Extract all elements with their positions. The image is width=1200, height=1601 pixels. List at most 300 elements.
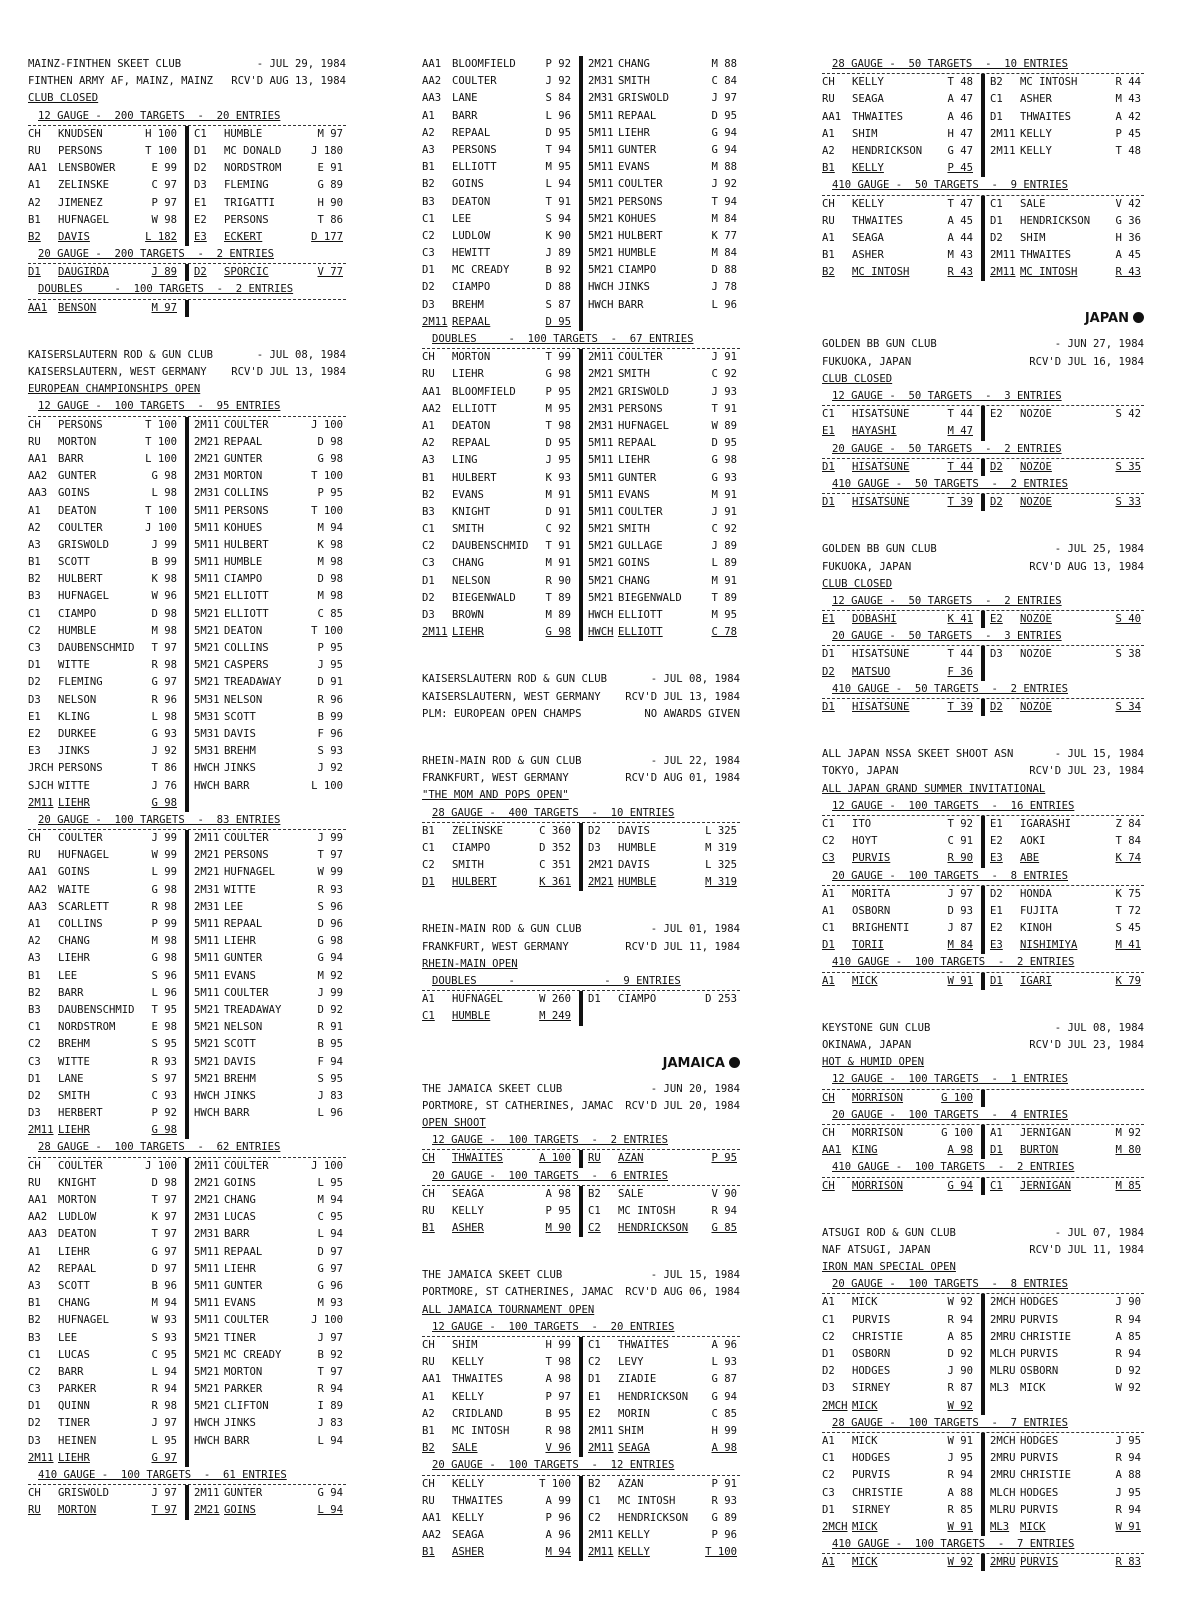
shooter-name: QUINN [58,1400,90,1413]
score: G 94 [711,143,737,156]
shooter-name: KNIGHT [58,1176,97,1189]
shooter-name: CIAMPO [58,607,97,620]
shooter-name: LUDLOW [452,229,491,242]
score: W 92 [1115,1382,1141,1395]
score: B 95 [317,1038,343,1051]
score: D 92 [947,1348,973,1360]
club-result-block [422,921,740,1025]
column-divider [185,692,189,709]
shooter-name: BARR [58,1365,84,1378]
result-entry [588,590,740,607]
class-code: C1 [28,1021,41,1034]
shooter-name: CASPERS [224,659,269,672]
shooter-name: HULBERT [58,573,103,586]
result-row [422,142,740,159]
result-entry [194,916,346,933]
header-right-text: - JUL 01, 1984 [650,923,740,936]
gauge-heading: 410 GAUGE - 100 TARGETS - 2 ENTRIES [822,954,1144,972]
shooter-name: WITTE [224,883,256,896]
column-divider [981,611,985,628]
result-row [28,950,346,967]
result-entry [990,1554,1144,1571]
result-entry [194,950,346,967]
result-entry [28,1433,180,1450]
class-code: 2M11 [588,1424,614,1437]
class-code: A1 [822,1296,835,1309]
header-right-text: RCV'D AUG 13, 1984 [231,75,346,88]
result-entry [990,1485,1144,1502]
result-entry [588,874,740,891]
result-entry [28,1485,180,1502]
score: T 97 [151,1504,177,1517]
result-row [422,1008,740,1025]
column-divider [579,314,583,331]
result-row [422,401,740,418]
column-divider [981,230,985,247]
class-code: RU [28,849,41,862]
score: T 97 [317,849,343,862]
header-left-text: FRANKFURT, WEST GERMANY [422,940,569,953]
club-header-line [422,770,740,787]
result-row [422,1406,740,1423]
result-entry [822,646,976,663]
class-code: D2 [422,591,435,604]
result-entry [28,1450,180,1467]
result-row [422,1544,740,1561]
score: J 97 [151,1417,177,1430]
shooter-name: CIAMPO [618,993,657,1006]
result-row [422,228,740,245]
result-row [28,1226,346,1243]
class-code: B2 [588,1187,601,1200]
shooter-name: ZELINSKE [58,179,110,192]
result-entry [28,1244,180,1261]
shooter-name: PERSONS [452,143,497,156]
column-divider [185,212,189,229]
result-entry [422,297,574,314]
shooter-name: LIEHR [452,626,484,639]
column-divider [579,142,583,159]
shooter-name: COULTER [618,505,663,518]
shooter-name: HODGES [1020,1434,1059,1447]
score: D 95 [545,437,571,450]
score: J 83 [317,1089,343,1102]
score: L 94 [317,1434,343,1447]
result-entry [194,126,346,143]
result-entry [28,847,180,864]
empty-entry [990,1090,1144,1107]
column-divider [579,1389,583,1406]
score: G 98 [151,1124,177,1137]
column-divider [185,1054,189,1071]
result-entry [28,1381,180,1398]
score: J 92 [545,75,571,88]
gauge-heading: 12 GAUGE - 100 TARGETS - 1 ENTRIES [822,1071,1144,1089]
score: D 96 [317,918,343,930]
class-code: D1 [822,1503,835,1516]
shooter-name: MORRISON [852,1091,904,1104]
results-column-middle [422,56,740,1591]
result-row [422,590,740,607]
shooter-name: HAYASHI [852,425,897,438]
shooter-name: PERSONS [58,762,103,775]
score: F 96 [317,727,343,740]
result-entry [422,1354,574,1371]
result-entry [28,657,180,674]
class-code: A2 [422,437,435,450]
class-code: 2M31 [194,487,220,500]
result-row [822,937,1144,954]
shooter-name: HONDA [1020,887,1052,900]
shooter-name: HUMBLE [58,624,97,637]
result-row [28,468,346,485]
shooter-name: SMITH [58,1089,90,1102]
result-entry [194,1295,346,1312]
column-divider [579,73,583,90]
class-code: B1 [822,249,835,262]
score: L 325 [705,824,737,837]
score: F 94 [317,1055,343,1068]
class-code: AA1 [28,866,48,879]
result-row [28,1278,346,1295]
class-code: 5M21 [194,1038,220,1051]
club-header-line [422,689,740,706]
empty-entry [990,664,1144,681]
score: S 93 [317,745,343,758]
score: G 100 [941,1126,973,1139]
result-entry [822,1502,976,1519]
score: K 98 [317,538,343,551]
result-row [28,417,346,434]
shooter-name: KELLY [852,162,884,175]
result-entry [28,674,180,691]
score: T 100 [311,624,343,637]
score: S 97 [151,1072,177,1085]
class-code: B3 [28,590,41,603]
class-code: 2M11 [28,1451,54,1464]
result-entry [28,1364,180,1381]
column-divider [185,485,189,502]
result-entry [28,1088,180,1105]
class-code: 5M21 [588,540,614,553]
class-code: 2M11 [588,1529,614,1542]
result-row [422,262,740,279]
class-code: RU [822,93,835,106]
result-entry [28,985,180,1002]
result-entry [194,229,346,246]
result-entry [194,1088,346,1105]
class-code: D1 [588,1373,601,1386]
results-column-left [28,56,346,1550]
class-code: 2M11 [194,832,220,845]
score: P 97 [545,1390,571,1403]
result-entry [28,760,180,777]
score: R 83 [1115,1556,1141,1569]
score: H 100 [145,127,177,140]
score: G 89 [711,1511,737,1524]
shooter-name: BARR [58,452,84,465]
result-entry [28,1502,180,1519]
shooter-name: MC INTOSH [1020,76,1078,89]
result-row [422,90,740,107]
result-row [28,674,346,691]
result-entry [28,606,180,623]
shooter-name: PARKER [58,1383,97,1396]
shooter-name: MORRISON [852,1179,904,1192]
result-row [28,760,346,777]
shooter-name: HISATSUNE [852,648,910,661]
score: L 99 [151,866,177,879]
result-row [28,1261,346,1278]
column-divider [579,991,583,1008]
class-code: 5M31 [194,710,220,723]
class-code: E3 [194,230,207,243]
result-entry [194,985,346,1002]
result-entry [194,968,346,985]
score: P 95 [317,487,343,500]
score: A 98 [545,1373,571,1386]
result-entry [194,1054,346,1071]
column-divider [981,833,985,850]
shooter-name: HUMBLE [618,841,657,854]
column-divider [579,624,583,641]
class-code: E1 [990,904,1003,917]
shooter-name: GOINS [58,487,90,500]
club-header-line [822,336,1144,353]
column-divider [579,211,583,228]
shooter-name: HUMBLE [618,247,657,260]
class-code: C1 [588,1494,601,1507]
class-code: A2 [28,196,41,209]
class-code: B2 [822,266,835,279]
shooter-name: HODGES [1020,1486,1059,1499]
result-entry [422,366,574,383]
result-row [28,709,346,726]
score: M 98 [151,935,177,948]
score: A 98 [711,1442,737,1455]
result-row [28,1244,346,1261]
score: G 94 [317,1487,343,1500]
shooter-name: GUNTER [224,452,263,465]
result-entry [28,1122,180,1139]
result-entry [990,1312,1144,1329]
score: J 95 [317,659,343,672]
result-entry [194,830,346,847]
gauge-heading: DOUBLES - 100 TARGETS - 2 ENTRIES [28,281,346,299]
shooter-name: BARR [58,986,84,999]
result-entry [588,211,740,228]
class-code: C1 [990,197,1003,210]
column-divider [185,537,189,554]
result-row [422,487,740,504]
score: K 97 [151,1211,177,1224]
column-divider [185,588,189,605]
column-divider [981,160,985,177]
score: W 92 [947,1399,973,1412]
result-row [822,494,1144,511]
class-code: AA1 [822,110,842,123]
class-code: 2M11 [990,127,1016,140]
score: M 91 [711,488,737,501]
class-code: D1 [990,1144,1003,1157]
score: B 92 [317,1348,343,1361]
column-divider [185,1502,189,1519]
result-entry [422,607,574,624]
shooter-name: HENDRICKSON [618,1222,689,1235]
shooter-name: LIEHR [58,1245,90,1258]
class-code: B3 [28,1003,41,1016]
shooter-name: DEATON [58,1228,97,1241]
score: G 47 [947,144,973,157]
class-code: AA3 [28,1228,48,1241]
class-code: 5M11 [588,143,614,156]
column-divider [579,1150,583,1167]
result-entry [194,1381,346,1398]
score: C 97 [151,179,177,192]
result-row [422,555,740,572]
header-right-text: RCV'D AUG 13, 1984 [1029,560,1144,573]
result-row [822,1433,1144,1450]
header-right-text: RCV'D JUL 20, 1984 [625,1099,740,1112]
result-row [822,406,1144,423]
class-code: 2M11 [588,1546,614,1559]
class-code: ML3 [990,1520,1010,1533]
result-entry [588,1510,740,1527]
shooter-name: ELLIOTT [224,607,269,620]
class-code: A1 [422,993,435,1006]
shooter-name: KELLY [618,1529,650,1542]
score: T 44 [947,408,973,421]
result-row [28,1192,346,1209]
score: T 89 [711,591,737,604]
result-row [822,833,1144,850]
class-code: 2M21 [194,866,220,879]
column-divider [185,554,189,571]
shooter-name: KNUDSEN [58,127,103,140]
score: W 98 [151,213,177,226]
shooter-name: NOZOE [1020,460,1052,473]
shooter-name: LANE [452,92,478,105]
class-code: 2M31 [588,419,614,432]
score: P 45 [1115,127,1141,140]
class-code: AA2 [422,75,442,88]
result-row [422,1371,740,1388]
gauge-heading: 28 GAUGE - 100 TARGETS - 62 ENTRIES [28,1139,346,1157]
shooter-name: FUJITA [1020,904,1059,917]
result-entry [194,417,346,434]
club-header-line [422,1081,740,1098]
class-code: 5M21 [194,1072,220,1085]
column-divider [579,874,583,891]
column-divider [981,1519,985,1536]
class-code: C2 [588,1356,601,1369]
shooter-name: CHANG [58,935,90,948]
gauge-heading: 410 GAUGE - 100 TARGETS - 7 ENTRIES [822,1536,1144,1554]
shooter-name: CHANG [618,58,650,70]
score: C 92 [711,368,737,381]
result-row [28,933,346,950]
result-entry [588,624,740,641]
column-divider [185,1158,189,1175]
column-divider [185,1433,189,1450]
shooter-name: REPAAL [618,109,657,122]
result-entry [422,504,574,521]
score: W 93 [151,1314,177,1327]
class-code: 5M21 [194,624,220,637]
result-entry [422,1527,574,1544]
column-divider [579,452,583,469]
score: M 94 [151,1297,177,1310]
shooter-name: NOZOE [1020,613,1052,626]
score: J 95 [545,454,571,467]
shooter-name: KELLY [452,1477,484,1490]
shooter-name: DAUBENSCHMID [58,1003,135,1016]
result-entry [990,1142,1144,1159]
score: L 96 [317,1107,343,1120]
class-code: B1 [28,556,41,569]
class-code: D1 [194,144,207,157]
class-code: 5M11 [194,521,220,534]
column-divider [981,126,985,143]
shooter-name: KOHUES [224,521,263,534]
score: J 95 [1115,1486,1141,1499]
result-entry [990,973,1144,990]
shooter-name: EVANS [618,488,650,501]
shooter-name: HISATSUNE [852,701,910,713]
result-entry [28,451,180,468]
club-result-block [422,1081,740,1238]
result-entry [588,1527,740,1544]
result-entry [588,108,740,125]
class-code: A1 [422,109,435,122]
result-row [28,143,346,160]
result-entry [588,384,740,401]
result-row [822,850,1144,867]
result-entry [28,933,180,950]
class-code: D1 [422,264,435,277]
result-entry [28,571,180,588]
result-row [422,538,740,555]
score: W 96 [151,590,177,603]
header-right-text: NO AWARDS GIVEN [644,707,740,720]
column-divider [185,968,189,985]
shooter-name: FLEMING [58,676,103,689]
result-entry [588,1440,740,1457]
class-code: 5M11 [588,488,614,501]
shooter-name: EVANS [618,161,650,174]
score: G 98 [545,626,571,639]
shooter-name: SEAGA [452,1529,484,1542]
result-entry [990,196,1144,213]
column-divider [981,406,985,423]
header-right-text: - JUL 08, 1984 [650,673,740,686]
result-entry [28,143,180,160]
score: K 93 [545,471,571,484]
class-code: A2 [422,1407,435,1420]
class-code: D1 [990,110,1003,123]
column-divider [981,886,985,903]
shooter-name: JINKS [58,745,90,758]
shooter-name: SMITH [618,368,650,381]
result-row [822,1380,1144,1397]
score: T 97 [151,1194,177,1206]
score: L 94 [317,1228,343,1241]
shooter-name: HISATSUNE [852,496,910,509]
header-right-text: - JUL 15, 1984 [1054,748,1144,761]
result-row [422,1337,740,1354]
header-left-text: THE JAMAICA SKEET CLUB [422,1269,563,1282]
result-entry [990,143,1144,160]
